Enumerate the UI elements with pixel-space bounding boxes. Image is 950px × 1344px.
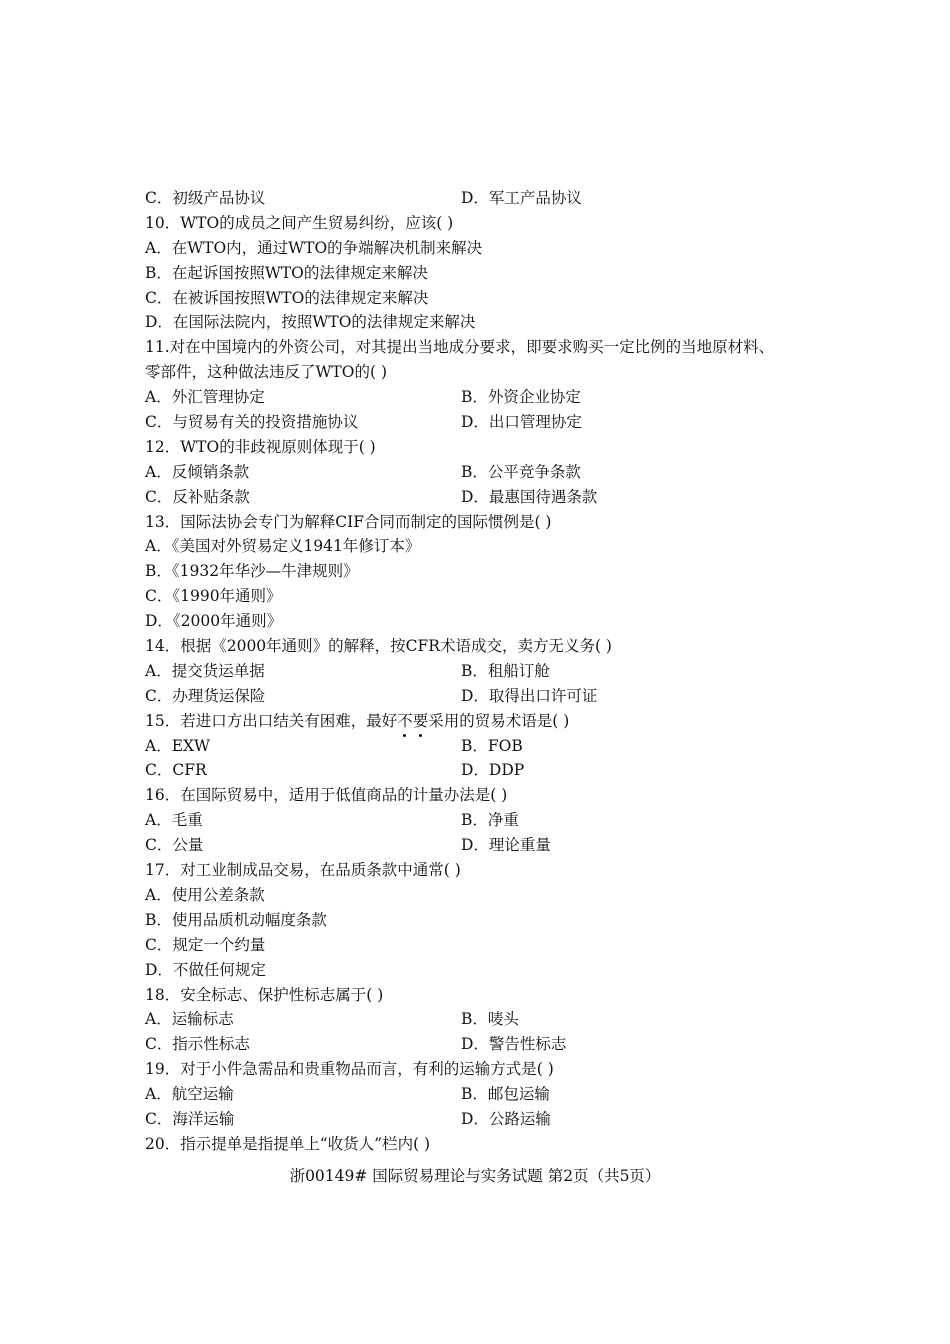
option-row [145, 659, 825, 684]
option-row [145, 1082, 825, 1107]
option-right: D．最惠国待遇条款 [461, 487, 598, 506]
question-line: 17．对工业制成品交易，在品质条款中通常( ) [145, 861, 461, 880]
option-left: C．公量 [145, 836, 204, 855]
question-line: 13．国际法协会专门为解释CIF合同而制定的国际惯例是( ) [145, 512, 552, 531]
question-text: 15．若进口方出口结关有困难，最好 [145, 711, 398, 730]
option-line: C．《1990年通则》 [145, 587, 282, 606]
option-row [145, 186, 825, 211]
option-line: A．使用公差条款 [145, 885, 265, 904]
page-footer: 浙00149# 国际贸易理论与实务试题 第2页（共5页） [289, 1167, 661, 1185]
option-line: D．不做任何规定 [145, 960, 266, 979]
option-row [145, 833, 825, 858]
question-line: 18．安全标志、保护性标志属于( ) [145, 985, 384, 1004]
question-line: 12．WTO的非歧视原则体现于( ) [145, 437, 376, 456]
option-line: D．《2000年通则》 [145, 612, 283, 631]
question-line: 10．WTO的成员之间产生贸易纠纷，应该( ) [145, 213, 454, 232]
option-right: D．理论重量 [461, 836, 551, 855]
option-left: A．提交货运单据 [145, 661, 265, 680]
option-row [145, 1107, 825, 1132]
option-right: D．出口管理协定 [461, 413, 582, 432]
question-line [145, 709, 825, 734]
option-row [145, 460, 825, 485]
option-right: B．FOB [461, 736, 523, 755]
question-line: 20．指示提单是指提单上“收货人”栏内( ) [145, 1134, 431, 1153]
option-right: B．唛头 [461, 1010, 519, 1029]
option-row [145, 485, 825, 510]
option-right: B．邮包运输 [461, 1085, 550, 1104]
option-line: C．规定一个约量 [145, 935, 266, 954]
question-line: 19．对于小件急需品和贵重物品而言，有利的运输方式是( ) [145, 1060, 554, 1079]
option-left: C．CFR [145, 761, 207, 780]
option-left: A．毛重 [145, 811, 203, 830]
option-left: C．反补贴条款 [145, 487, 250, 506]
option-row [145, 734, 825, 759]
question-line: 零部件，这种做法违反了WTO的( ) [145, 363, 387, 382]
option-row [145, 410, 825, 435]
option-row [145, 1007, 825, 1032]
option-line: D．在国际法院内，按照WTO的法律规定来解决 [145, 313, 476, 332]
question-line: 11.对在中国境内的外资公司，对其提出当地成分要求，即要求购买一定比例的当地原材料、 [145, 338, 775, 357]
emphasis-char: 不 [397, 712, 413, 730]
option-right: B．公平竞争条款 [461, 462, 581, 481]
option-left: A．反倾销条款 [145, 462, 250, 481]
option-right: B．租船订舱 [461, 661, 550, 680]
option-line: A．在WTO内，通过WTO的争端解决机制来解决 [145, 238, 483, 257]
option-right: D．公路运输 [461, 1109, 551, 1128]
option-right: B．外资企业协定 [461, 388, 581, 407]
option-left: C．初级产品协议 [145, 189, 266, 207]
option-line: B．在起诉国按照WTO的法律规定来解决 [145, 263, 428, 282]
option-left: A．航空运输 [145, 1085, 234, 1104]
option-row [145, 1032, 825, 1057]
option-left: A．运输标志 [145, 1010, 234, 1029]
option-line: B．《1932年华沙—牛津规则》 [145, 562, 359, 581]
option-row [145, 684, 825, 709]
option-left: A．外汇管理协定 [145, 388, 265, 407]
option-left: C．办理货运保险 [145, 686, 266, 705]
exam-page [145, 186, 825, 1157]
option-row [145, 385, 825, 410]
question-text: 采用的贸易术语是( ) [428, 711, 570, 730]
option-row [145, 808, 825, 833]
option-left: C．海洋运输 [145, 1109, 235, 1128]
option-row [145, 758, 825, 783]
option-line: A．《美国对外贸易定义1941年修订本》 [145, 537, 421, 556]
option-left: C．与贸易有关的投资措施协议 [145, 413, 359, 432]
option-line: B．使用品质机动幅度条款 [145, 910, 327, 929]
option-right: D．军工产品协议 [461, 189, 582, 207]
option-line: C．在被诉国按照WTO的法律规定来解决 [145, 288, 429, 307]
question-line: 14．根据《2000年通则》的解释，按CFR术语成交，卖方无义务( ) [145, 637, 612, 656]
emphasis-char: 要 [413, 712, 429, 730]
option-right: B．净重 [461, 811, 519, 830]
option-left: A．EXW [145, 736, 210, 755]
option-left: C．指示性标志 [145, 1035, 250, 1054]
question-line: 16．在国际贸易中，适用于低值商品的计量办法是( ) [145, 786, 508, 805]
option-right: D．警告性标志 [461, 1035, 567, 1054]
option-right: D．DDP [461, 761, 525, 780]
option-right: D．取得出口许可证 [461, 686, 598, 705]
